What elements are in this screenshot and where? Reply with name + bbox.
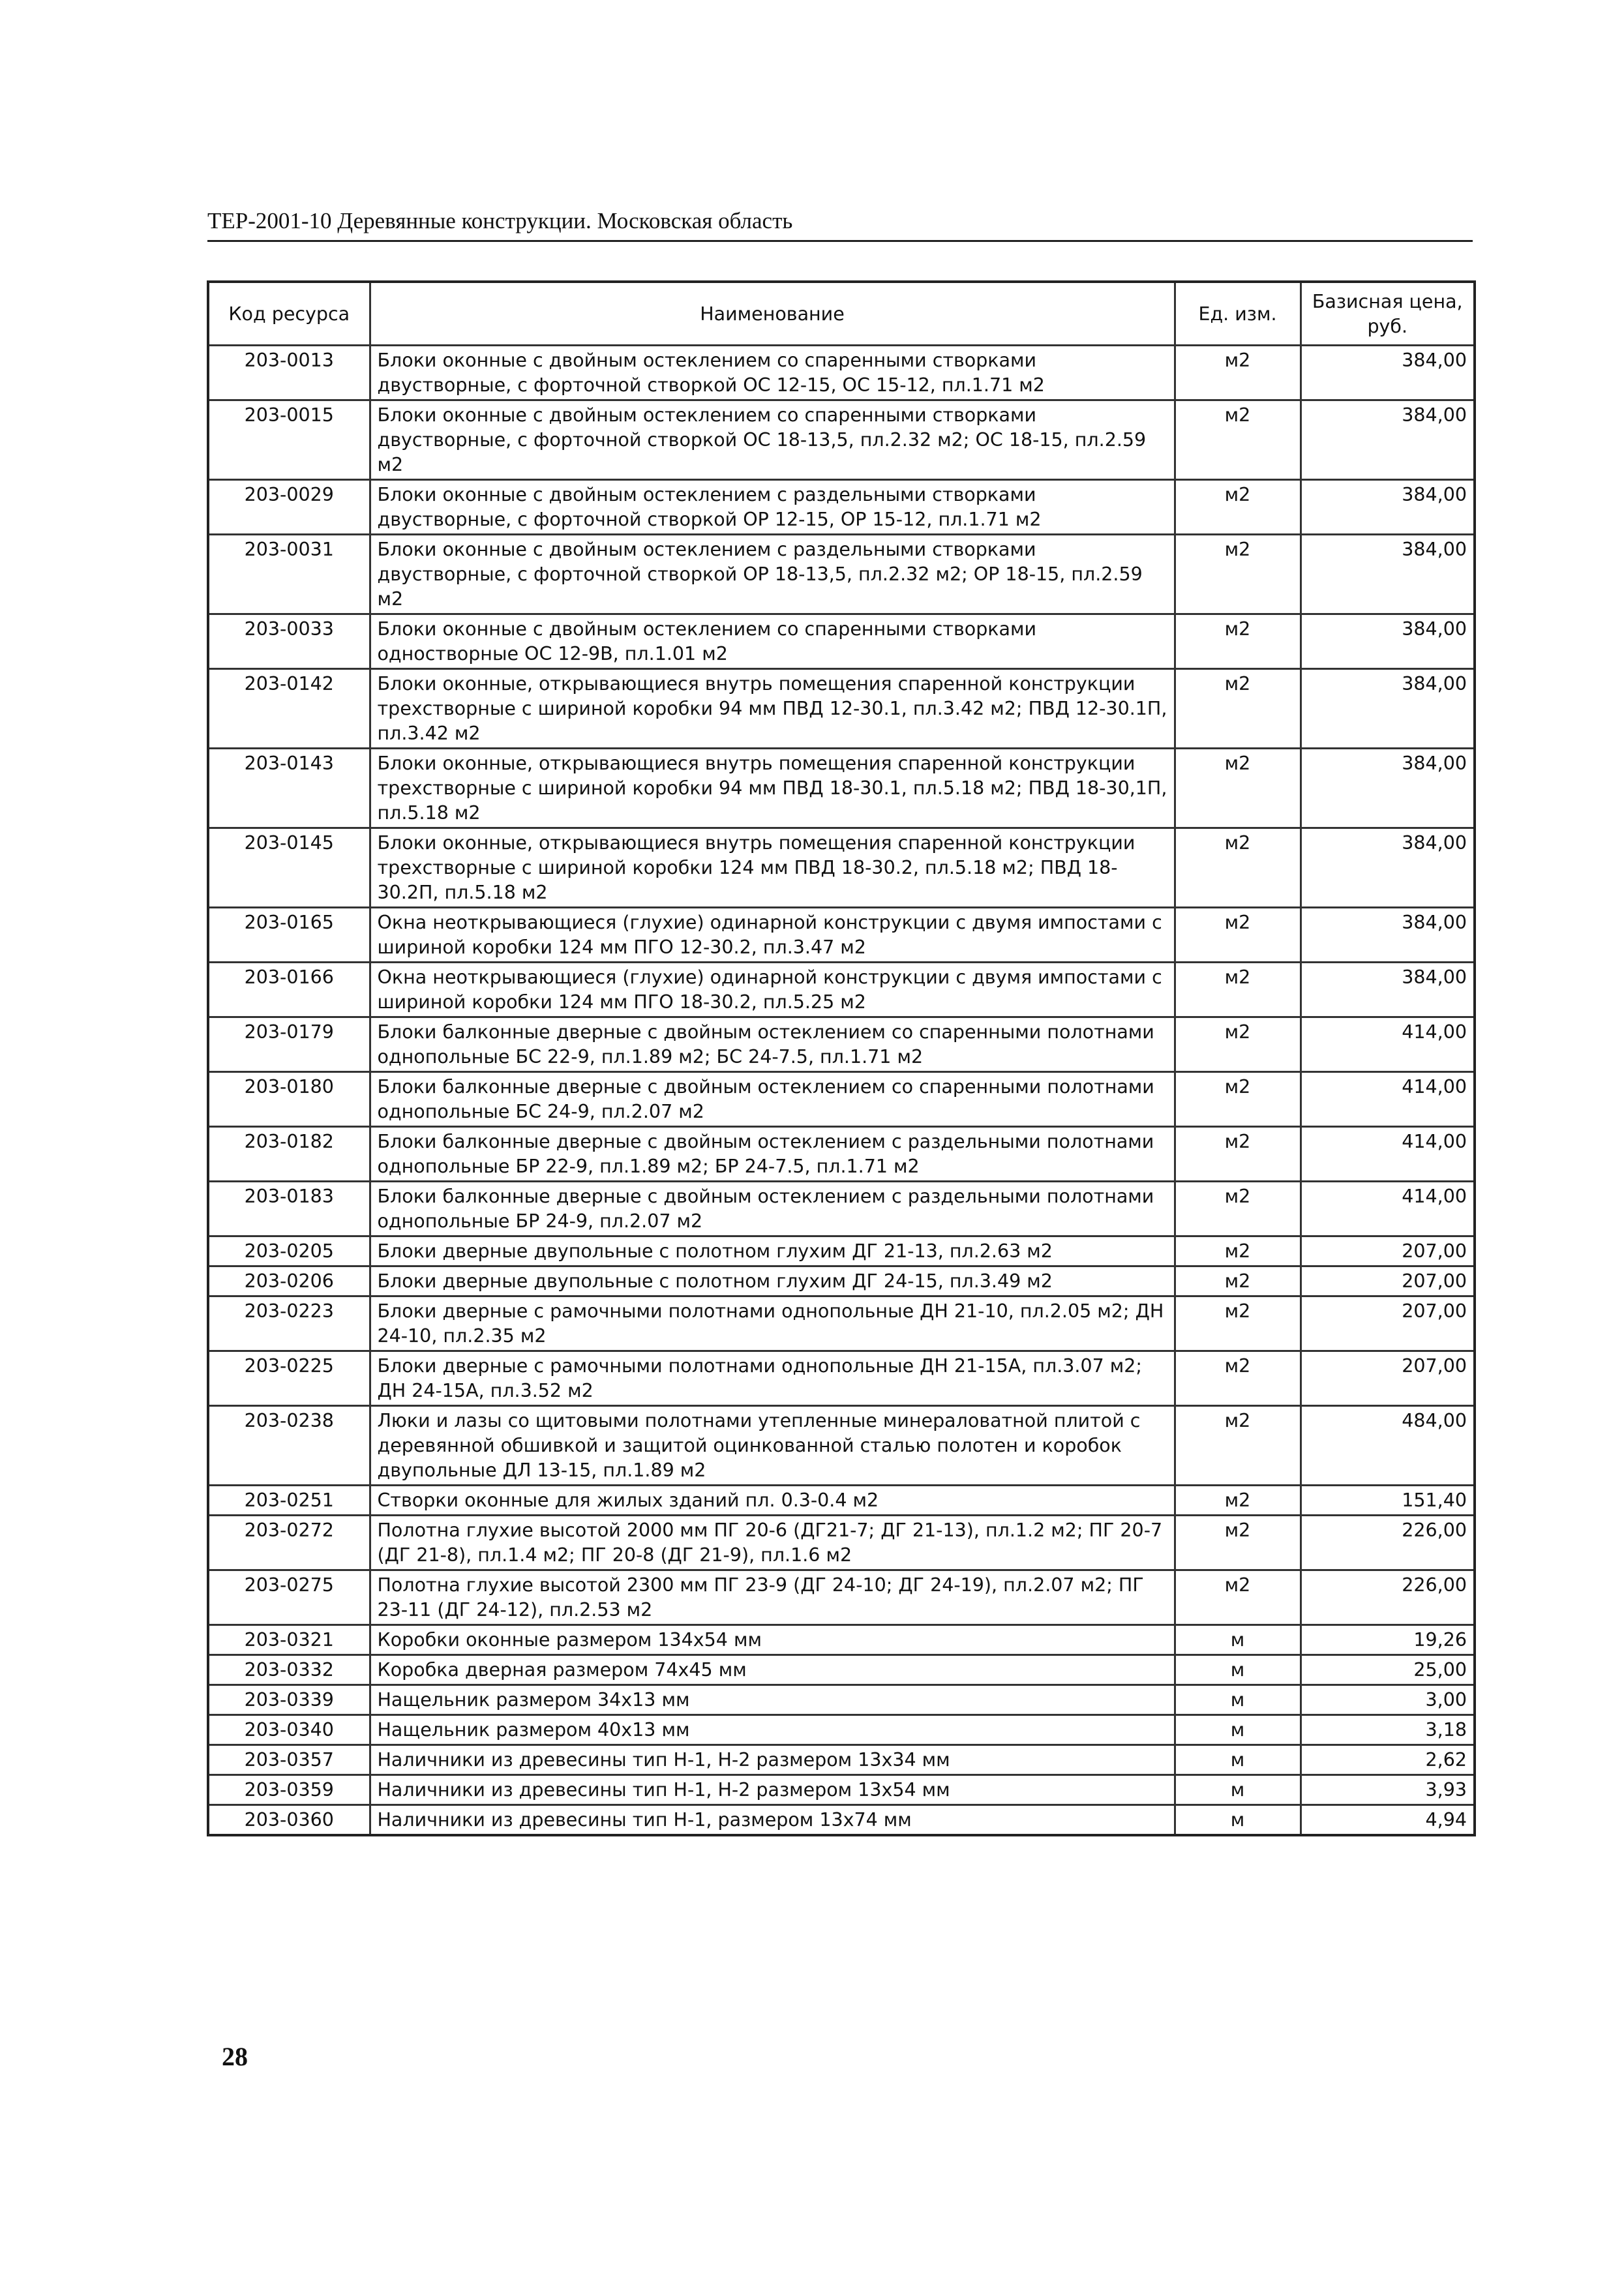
resource-code-cell: 203-0180 — [208, 1072, 370, 1127]
base-price-cell: 484,00 — [1301, 1406, 1475, 1486]
unit-cell: м2 — [1175, 828, 1301, 908]
base-price-cell: 384,00 — [1301, 963, 1475, 1017]
resource-name-cell: Коробка дверная размером 74х45 мм — [370, 1655, 1175, 1685]
resource-code-cell: 203-0272 — [208, 1516, 370, 1570]
resource-name-cell: Коробки оконные размером 134х54 мм — [370, 1625, 1175, 1655]
table-row — [208, 614, 1475, 669]
resource-name-cell: Блоки балконные дверные с двойным остеклением со спаренными полотнами однопольные БС 22-9, пл.1.89 м2; БС 24-7.5, пл.1.71 м2 — [370, 1017, 1175, 1072]
base-price-cell: 414,00 — [1301, 1017, 1475, 1072]
unit-cell: м2 — [1175, 480, 1301, 535]
table-row — [208, 1182, 1475, 1236]
resource-name-cell: Блоки дверные с рамочными полотнами однопольные ДН 21-10, пл.2.05 м2; ДН 24-10, пл.2.35 м2 — [370, 1296, 1175, 1351]
column-header-code: Код ресурса — [208, 282, 370, 346]
resource-code-cell: 203-0143 — [208, 749, 370, 828]
base-price-cell: 384,00 — [1301, 535, 1475, 614]
resource-code-cell: 203-0166 — [208, 963, 370, 1017]
base-price-cell: 384,00 — [1301, 669, 1475, 749]
base-price-cell: 3,00 — [1301, 1685, 1475, 1715]
resource-name-cell: Блоки оконные, открывающиеся внутрь помещения спаренной конструкции трехстворные с шириной коробки 94 мм ПВД 12-30.1, пл.3.42 м2; ПВД 12-30.1П, пл.3.42 м2 — [370, 669, 1175, 749]
unit-cell: м2 — [1175, 1127, 1301, 1182]
resource-name-cell: Блоки оконные с двойным остеклением с раздельными створками двустворные, с форточной створкой ОР 18-13,5, пл.2.32 м2; ОР 18-15, пл.2.59 м2 — [370, 535, 1175, 614]
table-row — [208, 1017, 1475, 1072]
table-row — [208, 1715, 1475, 1745]
resource-name-cell: Створки оконные для жилых зданий пл. 0.3-0.4 м2 — [370, 1486, 1175, 1516]
table-row — [208, 749, 1475, 828]
unit-cell: м2 — [1175, 749, 1301, 828]
base-price-cell: 384,00 — [1301, 749, 1475, 828]
unit-cell: м — [1175, 1745, 1301, 1775]
unit-cell: м — [1175, 1715, 1301, 1745]
resource-code-cell: 203-0359 — [208, 1775, 370, 1805]
base-price-cell: 151,40 — [1301, 1486, 1475, 1516]
unit-cell: м2 — [1175, 669, 1301, 749]
resource-code-cell: 203-0206 — [208, 1266, 370, 1296]
resource-code-cell: 203-0142 — [208, 669, 370, 749]
table-row — [208, 1127, 1475, 1182]
resource-code-cell: 203-0275 — [208, 1570, 370, 1625]
resource-name-cell: Нащельник размером 34х13 мм — [370, 1685, 1175, 1715]
unit-cell: м — [1175, 1775, 1301, 1805]
base-price-cell: 226,00 — [1301, 1570, 1475, 1625]
table-row — [208, 963, 1475, 1017]
resource-name-cell: Наличники из древесины тип Н-1, размером 13х74 мм — [370, 1805, 1175, 1836]
table-row — [208, 1351, 1475, 1406]
table-row — [208, 400, 1475, 480]
resource-name-cell: Полотна глухие высотой 2000 мм ПГ 20-6 (ДГ21-7; ДГ 21-13), пл.1.2 м2; ПГ 20-7 (ДГ 21-8), пл.1.4 м2; ПГ 20-8 (ДГ 21-9), пл.1.6 м2 — [370, 1516, 1175, 1570]
page-number: 28 — [222, 2042, 248, 2071]
unit-cell: м2 — [1175, 346, 1301, 400]
unit-cell: м — [1175, 1685, 1301, 1715]
base-price-cell: 207,00 — [1301, 1266, 1475, 1296]
unit-cell: м — [1175, 1805, 1301, 1836]
table-row — [208, 669, 1475, 749]
unit-cell: м2 — [1175, 614, 1301, 669]
resource-code-cell: 203-0031 — [208, 535, 370, 614]
table-row — [208, 1685, 1475, 1715]
base-price-cell: 207,00 — [1301, 1236, 1475, 1266]
resource-name-cell: Блоки оконные с двойным остеклением со спаренными створками двустворные, с форточной створкой ОС 18-13,5, пл.2.32 м2; ОС 18-15, пл.2.59 м2 — [370, 400, 1175, 480]
table-row — [208, 1486, 1475, 1516]
resource-code-cell: 203-0145 — [208, 828, 370, 908]
resource-name-cell: Блоки дверные двупольные с полотном глухим ДГ 21-13, пл.2.63 м2 — [370, 1236, 1175, 1266]
document-title: ТЕР-2001-10 Деревянные конструкции. Московская область — [207, 208, 793, 233]
unit-cell: м2 — [1175, 1570, 1301, 1625]
resource-code-cell: 203-0332 — [208, 1655, 370, 1685]
base-price-cell: 19,26 — [1301, 1625, 1475, 1655]
table-row — [208, 1296, 1475, 1351]
resource-name-cell: Блоки балконные дверные с двойным остеклением с раздельными полотнами однопольные БР 22-9, пл.1.89 м2; БР 24-7.5, пл.1.71 м2 — [370, 1127, 1175, 1182]
unit-cell: м2 — [1175, 1017, 1301, 1072]
unit-cell: м2 — [1175, 1296, 1301, 1351]
table-row — [208, 1266, 1475, 1296]
resource-name-cell: Блоки оконные с двойным остеклением с раздельными створками двустворные, с форточной створкой ОР 12-15, ОР 15-12, пл.1.71 м2 — [370, 480, 1175, 535]
resource-code-cell: 203-0029 — [208, 480, 370, 535]
resource-name-cell: Блоки дверные с рамочными полотнами однопольные ДН 21-15А, пл.3.07 м2; ДН 24-15А, пл.3.52 м2 — [370, 1351, 1175, 1406]
resource-code-cell: 203-0013 — [208, 346, 370, 400]
base-price-cell: 207,00 — [1301, 1296, 1475, 1351]
unit-cell: м — [1175, 1625, 1301, 1655]
resource-name-cell: Наличники из древесины тип Н-1, Н-2 размером 13х34 мм — [370, 1745, 1175, 1775]
base-price-cell: 384,00 — [1301, 828, 1475, 908]
unit-cell: м2 — [1175, 1406, 1301, 1486]
column-header-unit: Ед. изм. — [1175, 282, 1301, 346]
base-price-cell: 384,00 — [1301, 614, 1475, 669]
table-body — [208, 346, 1475, 1836]
base-price-cell: 384,00 — [1301, 480, 1475, 535]
resource-name-cell: Блоки оконные с двойным остеклением со спаренными створками двустворные, с форточной створкой ОС 12-15, ОС 15-12, пл.1.71 м2 — [370, 346, 1175, 400]
base-price-cell: 4,94 — [1301, 1805, 1475, 1836]
table-row — [208, 1516, 1475, 1570]
resource-name-cell: Полотна глухие высотой 2300 мм ПГ 23-9 (ДГ 24-10; ДГ 24-19), пл.2.07 м2; ПГ 23-11 (ДГ 24-12), пл.2.53 м2 — [370, 1570, 1175, 1625]
resource-code-cell: 203-0360 — [208, 1805, 370, 1836]
unit-cell: м — [1175, 1655, 1301, 1685]
table-row — [208, 346, 1475, 400]
resource-name-cell: Блоки дверные двупольные с полотном глухим ДГ 24-15, пл.3.49 м2 — [370, 1266, 1175, 1296]
resource-name-cell: Блоки балконные дверные с двойным остеклением со спаренными полотнами однопольные БС 24-9, пл.2.07 м2 — [370, 1072, 1175, 1127]
resource-name-cell: Люки и лазы со щитовыми полотнами утепленные минераловатной плитой с деревянной обшивкой и защитой оцинкованной сталью полотен и коробок двупольные ДЛ 13-15, пл.1.89 м2 — [370, 1406, 1175, 1486]
table-row — [208, 1236, 1475, 1266]
table-row — [208, 1570, 1475, 1625]
table-row — [208, 908, 1475, 963]
table-row — [208, 1775, 1475, 1805]
table-row — [208, 1655, 1475, 1685]
unit-cell: м2 — [1175, 1351, 1301, 1406]
column-header-name: Наименование — [370, 282, 1175, 346]
resource-name-cell: Окна неоткрывающиеся (глухие) одинарной конструкции с двумя импостами с шириной коробки 124 мм ПГО 18-30.2, пл.5.25 м2 — [370, 963, 1175, 1017]
resource-name-cell: Наличники из древесины тип Н-1, Н-2 размером 13х54 мм — [370, 1775, 1175, 1805]
base-price-cell: 384,00 — [1301, 346, 1475, 400]
base-price-cell: 3,18 — [1301, 1715, 1475, 1745]
base-price-cell: 384,00 — [1301, 400, 1475, 480]
resource-name-cell: Окна неоткрывающиеся (глухие) одинарной конструкции с двумя импостами с шириной коробки 124 мм ПГО 12-30.2, пл.3.47 м2 — [370, 908, 1175, 963]
resource-code-cell: 203-0015 — [208, 400, 370, 480]
base-price-cell: 226,00 — [1301, 1516, 1475, 1570]
price-table — [207, 280, 1476, 1836]
resource-name-cell: Блоки балконные дверные с двойным остеклением с раздельными полотнами однопольные БР 24-9, пл.2.07 м2 — [370, 1182, 1175, 1236]
table-row — [208, 828, 1475, 908]
unit-cell: м2 — [1175, 400, 1301, 480]
unit-cell: м2 — [1175, 963, 1301, 1017]
table-row — [208, 1625, 1475, 1655]
base-price-cell: 414,00 — [1301, 1072, 1475, 1127]
base-price-cell: 3,93 — [1301, 1775, 1475, 1805]
page-header — [207, 207, 1473, 242]
resource-code-cell: 203-0357 — [208, 1745, 370, 1775]
table-row — [208, 480, 1475, 535]
resource-code-cell: 203-0033 — [208, 614, 370, 669]
unit-cell: м2 — [1175, 1266, 1301, 1296]
resource-code-cell: 203-0339 — [208, 1685, 370, 1715]
resource-code-cell: 203-0238 — [208, 1406, 370, 1486]
resource-name-cell: Блоки оконные, открывающиеся внутрь помещения спаренной конструкции трехстворные с шириной коробки 124 мм ПВД 18-30.2, пл.5.18 м2; ПВД 18-30.2П, пл.5.18 м2 — [370, 828, 1175, 908]
table-row — [208, 535, 1475, 614]
table-row — [208, 1406, 1475, 1486]
base-price-cell: 384,00 — [1301, 908, 1475, 963]
base-price-cell: 2,62 — [1301, 1745, 1475, 1775]
unit-cell: м2 — [1175, 1236, 1301, 1266]
resource-code-cell: 203-0223 — [208, 1296, 370, 1351]
base-price-cell: 414,00 — [1301, 1182, 1475, 1236]
table-row — [208, 1072, 1475, 1127]
resource-code-cell: 203-0205 — [208, 1236, 370, 1266]
column-header-price: Базисная цена, руб. — [1301, 282, 1475, 346]
price-table-container — [207, 280, 1473, 1836]
resource-name-cell: Блоки оконные, открывающиеся внутрь помещения спаренной конструкции трехстворные с шириной коробки 94 мм ПВД 18-30.1, пл.5.18 м2; ПВД 18-30,1П, пл.5.18 м2 — [370, 749, 1175, 828]
resource-code-cell: 203-0340 — [208, 1715, 370, 1745]
unit-cell: м2 — [1175, 1486, 1301, 1516]
resource-code-cell: 203-0321 — [208, 1625, 370, 1655]
unit-cell: м2 — [1175, 1182, 1301, 1236]
resource-name-cell: Нащельник размером 40х13 мм — [370, 1715, 1175, 1745]
base-price-cell: 414,00 — [1301, 1127, 1475, 1182]
resource-code-cell: 203-0179 — [208, 1017, 370, 1072]
unit-cell: м2 — [1175, 1516, 1301, 1570]
resource-code-cell: 203-0182 — [208, 1127, 370, 1182]
resource-code-cell: 203-0225 — [208, 1351, 370, 1406]
resource-code-cell: 203-0183 — [208, 1182, 370, 1236]
resource-code-cell: 203-0251 — [208, 1486, 370, 1516]
base-price-cell: 25,00 — [1301, 1655, 1475, 1685]
table-header-row — [208, 282, 1475, 346]
resource-code-cell: 203-0165 — [208, 908, 370, 963]
table-row — [208, 1805, 1475, 1836]
base-price-cell: 207,00 — [1301, 1351, 1475, 1406]
table-row — [208, 1745, 1475, 1775]
resource-name-cell: Блоки оконные с двойным остеклением со спаренными створками одностворные ОС 12-9В, пл.1.01 м2 — [370, 614, 1175, 669]
unit-cell: м2 — [1175, 1072, 1301, 1127]
unit-cell: м2 — [1175, 908, 1301, 963]
unit-cell: м2 — [1175, 535, 1301, 614]
